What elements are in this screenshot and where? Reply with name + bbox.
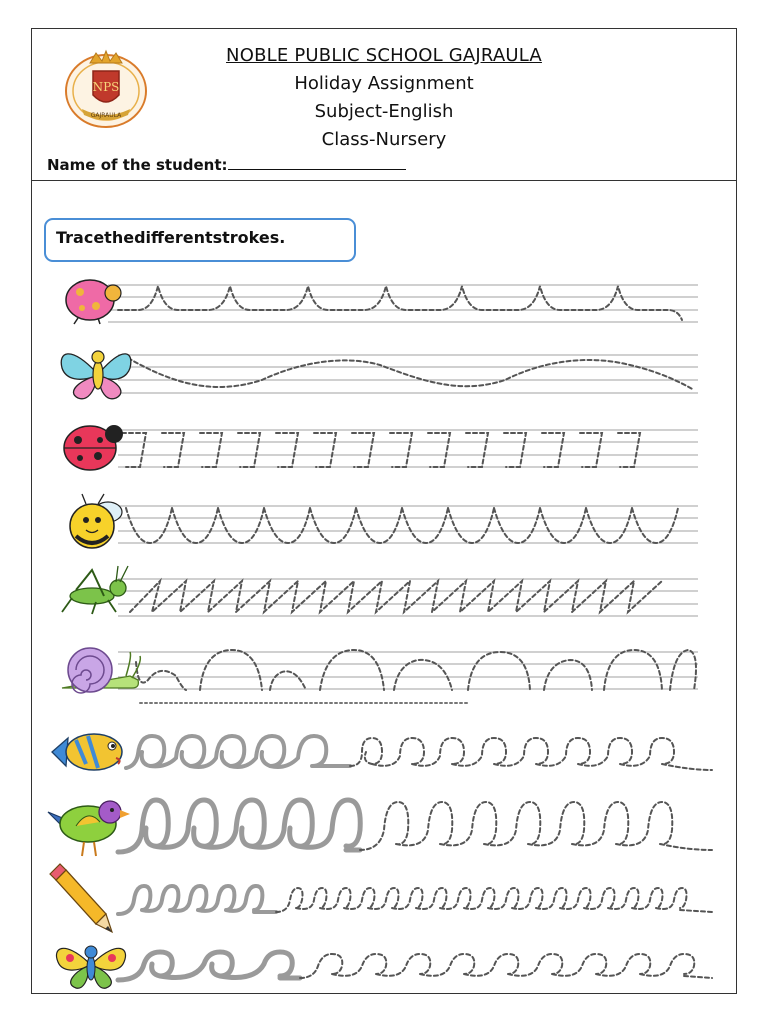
instruction-text: Tracethedifferentstrokes. <box>56 228 286 247</box>
trace-stroke-arches[interactable] <box>136 650 696 690</box>
trace-stroke-small-loops[interactable] <box>276 888 712 912</box>
trace-stroke-cups[interactable] <box>126 508 678 543</box>
school-name: NOBLE PUBLIC SCHOOL GAJRAULA <box>226 45 542 66</box>
trace-stroke-wave[interactable] <box>128 358 694 390</box>
svg-text:GAJRAULA: GAJRAULA <box>90 112 122 119</box>
butterfly-small-icon <box>56 946 125 988</box>
solid-stroke-wide-loops <box>118 952 300 980</box>
row-7 <box>52 734 712 770</box>
guide-lines <box>118 579 698 616</box>
svg-text:NPS: NPS <box>92 80 120 94</box>
solid-stroke-small-loops <box>118 886 276 914</box>
row-6 <box>62 648 698 693</box>
ladybug-red-icon <box>64 425 123 470</box>
row-2 <box>61 351 698 399</box>
butterfly-icon <box>61 351 131 399</box>
row-1 <box>66 280 698 324</box>
bee-icon <box>70 494 122 548</box>
guide-lines <box>118 430 698 467</box>
student-name-label: Name of the student: <box>47 156 228 174</box>
fish-icon <box>52 734 122 770</box>
bird-icon <box>48 801 130 856</box>
trace-stroke-tall-loops[interactable] <box>360 802 712 850</box>
row-5 <box>62 566 698 616</box>
guide-lines <box>118 652 698 689</box>
row-9 <box>50 864 712 932</box>
trace-stroke-bumps[interactable] <box>118 286 682 320</box>
solid-stroke-tall-loops <box>118 800 360 852</box>
pencil-icon <box>50 864 112 932</box>
trace-stroke-zigzag[interactable] <box>130 581 662 612</box>
class-label: Class-Nursery <box>321 129 447 150</box>
row-10 <box>56 946 712 988</box>
row-8 <box>48 800 712 856</box>
snail-icon <box>62 648 140 693</box>
grasshopper-icon <box>62 566 128 614</box>
row-4 <box>70 494 698 548</box>
trace-stroke-slanted-hooks[interactable] <box>122 433 640 467</box>
assignment-title: Holiday Assignment <box>294 73 474 94</box>
subject-label: Subject-English <box>314 101 454 122</box>
trace-stroke-loops[interactable] <box>350 738 712 770</box>
trace-stroke-wide-loops[interactable] <box>300 954 712 978</box>
ladybug-pink-icon <box>66 280 121 324</box>
solid-stroke-loops <box>126 736 350 768</box>
row-3 <box>64 425 698 470</box>
